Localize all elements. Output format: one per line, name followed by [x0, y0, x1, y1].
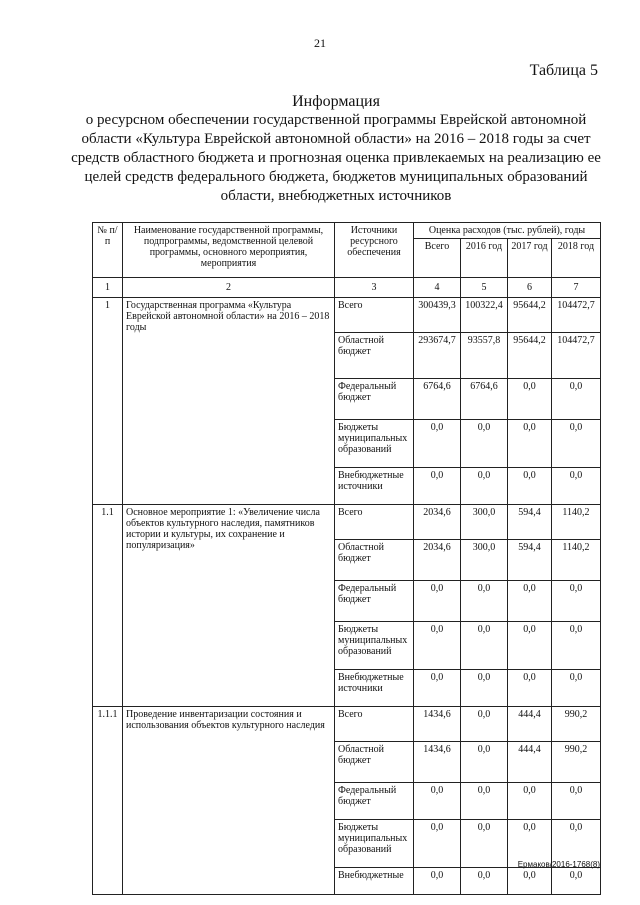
funding-source: Внебюджетные [335, 868, 414, 895]
value-year-2017: 444,4 [508, 707, 552, 742]
value-year-2017: 444,4 [508, 742, 552, 783]
value-total: 300439,3 [414, 298, 461, 333]
header-year-2016: 2016 год [461, 239, 508, 278]
header-year-2017: 2017 год [508, 239, 552, 278]
value-year-2016: 0,0 [461, 783, 508, 820]
value-year-2016: 93557,8 [461, 333, 508, 379]
row-number: 1.1.1 [93, 707, 123, 895]
value-year-2017: 95644,2 [508, 333, 552, 379]
value-year-2016: 0,0 [461, 707, 508, 742]
funding-source: Внебюджетные источники [335, 468, 414, 505]
value-year-2018: 1140,2 [552, 505, 601, 540]
value-total: 2034,6 [414, 505, 461, 540]
funding-source: Федеральный бюджет [335, 783, 414, 820]
value-year-2018: 0,0 [552, 622, 601, 670]
value-year-2018: 104472,7 [552, 298, 601, 333]
row-number: 1 [93, 298, 123, 505]
header-program-name: Наименование государственной программы, подпрограммы, ведомственной целевой программы, основного мероприятия, мероприятия [123, 223, 335, 278]
value-year-2017: 95644,2 [508, 298, 552, 333]
value-year-2018: 104472,7 [552, 333, 601, 379]
value-year-2017: 0,0 [508, 581, 552, 622]
value-year-2018: 0,0 [552, 868, 601, 895]
value-total: 0,0 [414, 783, 461, 820]
value-year-2016: 100322,4 [461, 298, 508, 333]
value-year-2018: 990,2 [552, 742, 601, 783]
value-year-2016: 0,0 [461, 468, 508, 505]
header-funding-source: Источники ресурсного обеспечения [335, 223, 414, 278]
value-total: 0,0 [414, 420, 461, 468]
funding-source: Всего [335, 505, 414, 540]
value-year-2016: 300,0 [461, 540, 508, 581]
value-year-2016: 0,0 [461, 420, 508, 468]
row-number: 1.1 [93, 505, 123, 707]
funding-source: Бюджеты муниципальных образований [335, 420, 414, 468]
column-number: 2 [123, 278, 335, 298]
value-year-2016: 300,0 [461, 505, 508, 540]
value-year-2016: 0,0 [461, 742, 508, 783]
value-total: 1434,6 [414, 742, 461, 783]
value-year-2018: 0,0 [552, 670, 601, 707]
header-year-2018: 2018 год [552, 239, 601, 278]
table-row [93, 707, 601, 742]
program-name: Основное мероприятие 1: «Увеличение числа объектов культурного наследия, памятников истории и культуры, их сохранение и популяризация» [123, 505, 335, 707]
value-year-2017: 594,4 [508, 540, 552, 581]
table-label: Таблица 5 [529, 62, 598, 79]
value-total: 6764,6 [414, 379, 461, 420]
value-year-2018: 0,0 [552, 783, 601, 820]
value-total: 1434,6 [414, 707, 461, 742]
header-number: № п/п [93, 223, 123, 278]
program-name: Проведение инвентаризации состояния и использования объектов культурного наследия [123, 707, 335, 895]
value-total: 0,0 [414, 820, 461, 868]
value-year-2017: 594,4 [508, 505, 552, 540]
funding-source: Областной бюджет [335, 540, 414, 581]
value-year-2017: 0,0 [508, 783, 552, 820]
value-total: 0,0 [414, 868, 461, 895]
value-year-2016: 0,0 [461, 622, 508, 670]
funding-source: Областной бюджет [335, 333, 414, 379]
column-number: 5 [461, 278, 508, 298]
funding-source: Федеральный бюджет [335, 379, 414, 420]
funding-source: Всего [335, 298, 414, 333]
value-year-2017: 0,0 [508, 420, 552, 468]
column-number-row [93, 278, 601, 298]
column-number: 4 [414, 278, 461, 298]
funding-source: Областной бюджет [335, 742, 414, 783]
column-number: 7 [552, 278, 601, 298]
value-year-2017: 0,0 [508, 622, 552, 670]
resource-table [92, 222, 601, 895]
column-number: 3 [335, 278, 414, 298]
table-header-row [93, 223, 601, 239]
value-year-2018: 0,0 [552, 468, 601, 505]
value-year-2017: 0,0 [508, 379, 552, 420]
value-year-2016: 0,0 [461, 581, 508, 622]
funding-source: Бюджеты муниципальных образований [335, 622, 414, 670]
document-heading [60, 93, 612, 206]
value-year-2016: 0,0 [461, 820, 508, 868]
funding-source: Всего [335, 707, 414, 742]
value-year-2018: 1140,2 [552, 540, 601, 581]
value-year-2018: 0,0 [552, 820, 601, 868]
column-number: 6 [508, 278, 552, 298]
value-total: 293674,7 [414, 333, 461, 379]
header-total: Всего [414, 239, 461, 278]
value-total: 0,0 [414, 670, 461, 707]
header-expense-estimate: Оценка расходов (тыс. рублей), годы [414, 223, 601, 239]
value-year-2016: 0,0 [461, 670, 508, 707]
page-number: 21 [314, 36, 326, 50]
document-subtitle: о ресурсном обеспечении государственной программы Еврейской автономной области «Культура Еврейской автономной области» на 2016 – 2018 годы за счет средств областного бюджета и прогнозная оценка привлекаемых на реализацию ее целей средств федерального бюджета, бюджетов муниципальных образований области, внебюджетных источников [71, 112, 601, 204]
footer-code: Ермаков/2016-1768(8) [517, 860, 600, 869]
value-total: 0,0 [414, 468, 461, 505]
value-year-2018: 990,2 [552, 707, 601, 742]
value-year-2017: 0,0 [508, 670, 552, 707]
value-total: 2034,6 [414, 540, 461, 581]
value-year-2017: 0,0 [508, 468, 552, 505]
column-number: 1 [93, 278, 123, 298]
funding-source: Федеральный бюджет [335, 581, 414, 622]
table-row [93, 505, 601, 540]
value-year-2018: 0,0 [552, 420, 601, 468]
value-year-2018: 0,0 [552, 581, 601, 622]
value-year-2016: 0,0 [461, 868, 508, 895]
value-year-2017: 0,0 [508, 868, 552, 895]
value-year-2018: 0,0 [552, 379, 601, 420]
program-name: Государственная программа «Культура Еврейской автономной области» на 2016 – 2018 годы [123, 298, 335, 505]
value-year-2016: 6764,6 [461, 379, 508, 420]
funding-source: Бюджеты муниципальных образований [335, 820, 414, 868]
document-title: Информация [292, 93, 380, 110]
funding-source: Внебюджетные источники [335, 670, 414, 707]
value-total: 0,0 [414, 622, 461, 670]
value-year-2017: 0,0 [508, 820, 552, 868]
value-total: 0,0 [414, 581, 461, 622]
table-row [93, 298, 601, 333]
